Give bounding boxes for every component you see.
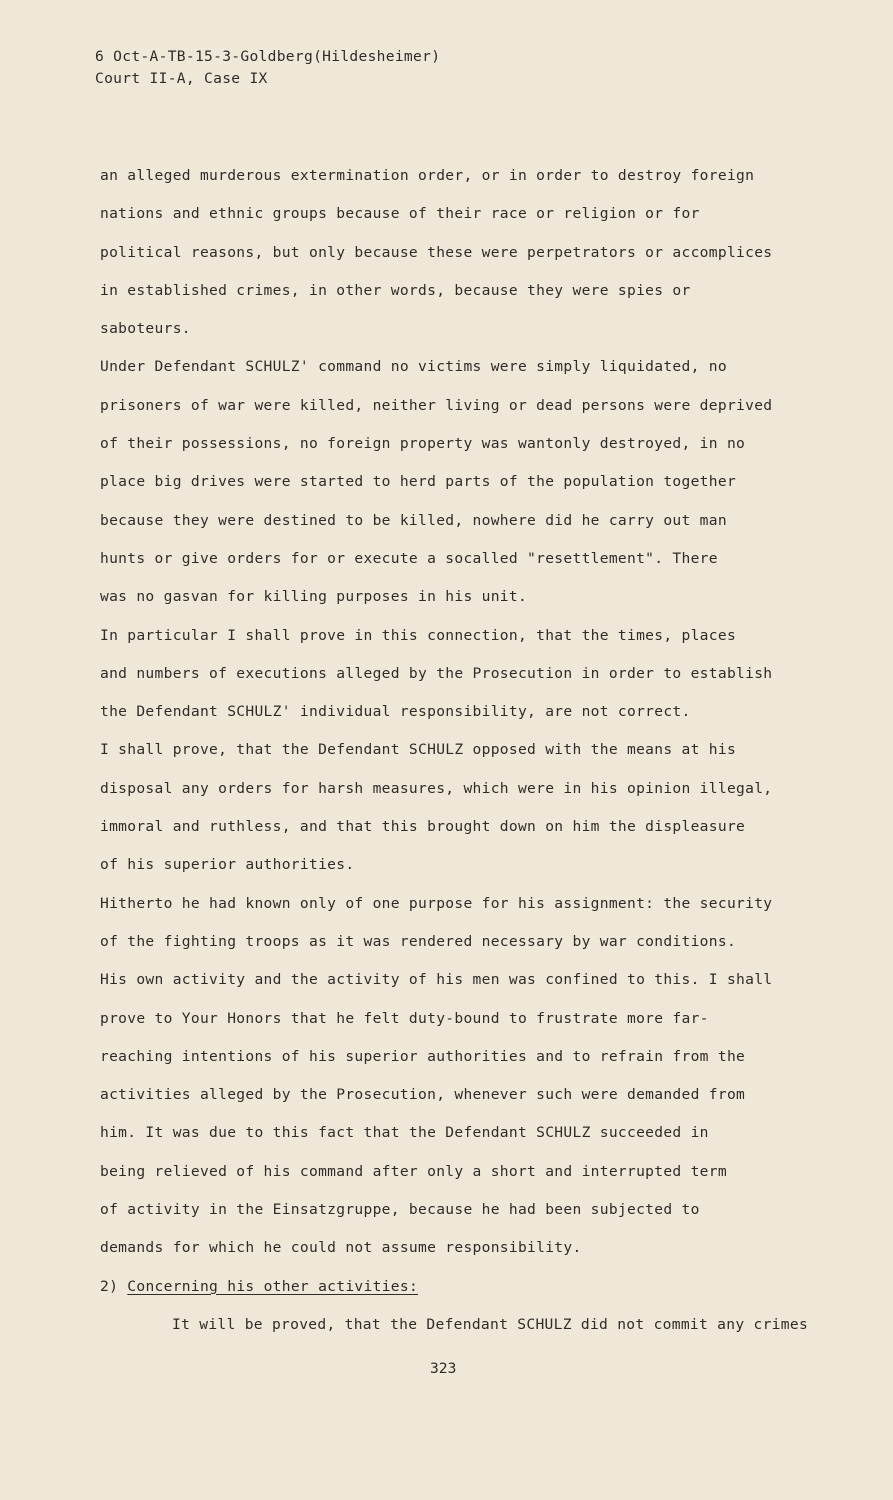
text-line: was no gasvan for killing purposes in his unit. (100, 588, 528, 606)
document-header (95, 46, 440, 90)
page-number: 323 (430, 1360, 457, 1377)
text-line: In particular I shall prove in this connection, that the times, places (100, 626, 737, 644)
text-line: being relieved of his command after only a short and interrupted term (100, 1162, 727, 1180)
text-line: saboteurs. (100, 320, 191, 338)
text-line: him. It was due to this fact that the Defendant SCHULZ succeeded in (100, 1124, 709, 1142)
text-line: place big drives were started to herd parts of the population together (100, 473, 737, 491)
document-body (100, 157, 845, 1344)
text-line: I shall prove, that the Defendant SCHULZ opposed with the means at his (100, 741, 737, 759)
text-line: because they were destined to be killed, nowhere did he carry out man (100, 511, 727, 529)
section-first-line: It will be proved, that the Defendant SCHULZ did not commit any crimes (172, 1315, 809, 1333)
section-heading-line (100, 1268, 845, 1306)
text-line: of activity in the Einsatzgruppe, because he had been subjected to (100, 1201, 700, 1219)
text-line: the Defendant SCHULZ' individual responsibility, are not correct. (100, 703, 691, 721)
text-line: demands for which he could not assume responsibility. (100, 1239, 582, 1257)
text-line: Hitherto he had known only of one purpose for his assignment: the security (100, 894, 773, 912)
text-line: an alleged murderous extermination order, or in order to destroy foreign (100, 167, 755, 184)
text-line: of their possessions, no foreign property was wantonly destroyed, in no (100, 435, 746, 453)
header-reference: 6 Oct-A-TB-15-3-Goldberg(Hildesheimer) (95, 48, 441, 65)
text-line: in established crimes, in other words, because they were spies or (100, 281, 691, 299)
section-heading: Concerning his other activities: (127, 1277, 419, 1295)
text-line: Under Defendant SCHULZ' command no victims were simply liquidated, no (100, 358, 727, 376)
text-line: of the fighting troops as it was rendered necessary by war conditions. (100, 932, 737, 950)
text-line: of his superior authorities. (100, 856, 355, 874)
text-line: and numbers of executions alleged by the Prosecution in order to establish (100, 664, 773, 682)
text-line: His own activity and the activity of his men was confined to this. I shall (100, 971, 773, 989)
text-line: political reasons, but only because these were perpetrators or accomplices (100, 243, 773, 261)
text-line: immoral and ruthless, and that this brought down on him the displeasure (100, 818, 746, 836)
text-line: reaching intentions of his superior authorities and to refrain from the (100, 1047, 746, 1065)
text-line: disposal any orders for harsh measures, which were in his opinion illegal, (100, 779, 773, 797)
text-line: nations and ethnic groups because of their race or religion or for (100, 205, 700, 223)
text-line: activities alleged by the Prosecution, whenever such were demanded from (100, 1086, 746, 1104)
section-number: 2) (100, 1277, 119, 1295)
text-line: prove to Your Honors that he felt duty-bound to frustrate more far- (100, 1009, 709, 1027)
text-line: hunts or give orders for or execute a socalled "resettlement". There (100, 549, 718, 567)
text-line: prisoners of war were killed, neither living or dead persons were deprived (100, 396, 773, 414)
header-court-case: Court II-A, Case IX (95, 70, 268, 87)
